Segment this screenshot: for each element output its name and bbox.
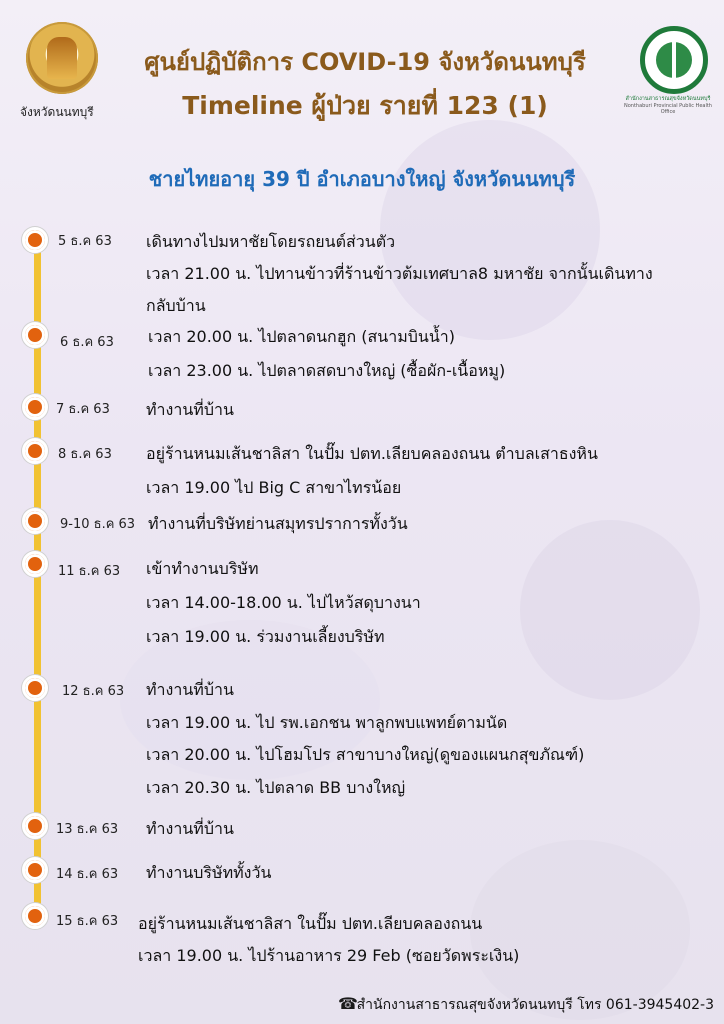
header-title-line1: ศูนย์ปฏิบัติการ COVID-19 จังหวัดนนทบุรี <box>144 48 586 76</box>
timeline-activity: เวลา 14.00-18.00 น. ไปไหว้สดุบางนา <box>146 593 421 612</box>
timeline-dot <box>22 508 48 534</box>
moph-caption: สำนักงานสาธารณสุขจังหวัดนนทบุรี <box>625 96 711 102</box>
header-title-line2: Timeline ผู้ป่วย รายที่ 123 (1) <box>182 91 548 120</box>
timeline-activity: เวลา 19.00 น. ไปร้านอาหาร 29 Feb (ซอยวัดพระเงิน) <box>138 946 520 965</box>
timeline-dot <box>22 675 48 701</box>
timeline-date: 5 ธ.ค 63 <box>58 234 112 249</box>
patient-subtitle: ชายไทยอายุ 39 ปี อำเภอบางใหญ่ จังหวัดนนทบุรี <box>148 167 576 191</box>
timeline-activity: เวลา 23.00 น. ไปตลาดสดบางใหญ่ (ซื้อผัก-เนื้อหมู) <box>148 361 506 380</box>
timeline-dot <box>22 857 48 883</box>
timeline-activity: เวลา 19.00 น. ไป รพ.เอกชน พาลูกพบแพทย์ตามนัด <box>146 713 508 732</box>
timeline-activity: ทำงานที่บริษัทย่านสมุทรปราการทั้งวัน <box>148 514 408 533</box>
timeline-dot <box>22 394 48 420</box>
timeline-dot <box>22 227 48 253</box>
timeline-activity: เวลา 20.00 น. ไปโฮมโปร สาขาบางใหญ่(ดูของแผนกสุขภัณฑ์) <box>146 745 585 764</box>
ministry-public-health-logo <box>640 26 708 94</box>
timeline-dot <box>22 813 48 839</box>
timeline-activity: เวลา 20.00 น. ไปตลาดนกฮูก (สนามบินน้ำ) <box>148 327 455 346</box>
timeline-dot <box>22 438 48 464</box>
timeline-activity: เวลา 21.00 น. ไปทานข้าวที่ร้านข้าวต้มเทศบาล8 มหาชัย จากนั้นเดินทาง <box>146 264 653 283</box>
timeline-date: 6 ธ.ค 63 <box>60 335 114 350</box>
timeline-dot <box>22 322 48 348</box>
phone-icon: ☎ <box>338 994 358 1013</box>
timeline-activity: เวลา 20.30 น. ไปตลาด BB บางใหญ่ <box>146 778 406 797</box>
timeline-date: 7 ธ.ค 63 <box>56 402 110 417</box>
timeline-date: 11 ธ.ค 63 <box>58 564 121 579</box>
timeline-date: 15 ธ.ค 63 <box>56 914 119 929</box>
timeline-date: 13 ธ.ค 63 <box>56 822 119 837</box>
timeline-activity: เวลา 19.00 น. ร่วมงานเลี้ยงบริษัท <box>146 627 385 646</box>
timeline-activity: อยู่ร้านหนมเส้นชาลิสา ในปั๊ม ปตท.เลียบคลองถนน ตำบลเสาธงหิน <box>146 444 598 463</box>
timeline-dot <box>22 551 48 577</box>
timeline-activity: อยู่ร้านหนมเส้นชาลิสา ในปั๊ม ปตท.เลียบคลองถนน <box>138 914 483 933</box>
footer-contact: สำนักงานสาธารณสุขจังหวัดนนทบุรี โทร 061-3945402-3 <box>356 997 714 1013</box>
moph-caption-en: Nonthaburi Provincial Public Health Office <box>624 103 712 115</box>
timeline-activity: ทำงานที่บ้าน <box>146 819 234 838</box>
timeline-activity: ทำงานบริษัททั้งวัน <box>146 863 272 882</box>
seal-caption: จังหวัดนนทบุรี <box>20 105 94 119</box>
timeline-activity: ทำงานที่บ้าน <box>146 400 234 419</box>
timeline-date: 12 ธ.ค 63 <box>62 684 125 699</box>
timeline-date: 14 ธ.ค 63 <box>56 867 119 882</box>
timeline-activity: เดินทางไปมหาชัยโดยรถยนต์ส่วนตัว <box>146 232 396 251</box>
timeline-dot <box>22 903 48 929</box>
timeline-activity: เข้าทำงานบริษัท <box>146 559 259 578</box>
timeline-activity: ทำงานที่บ้าน <box>146 680 234 699</box>
nonthaburi-seal-logo <box>26 22 98 94</box>
timeline-activity: เวลา 19.00 ไป Big C สาขาไทรน้อย <box>146 478 402 497</box>
timeline-activity: กลับบ้าน <box>146 296 206 315</box>
timeline-date: 8 ธ.ค 63 <box>58 447 112 462</box>
timeline-date: 9-10 ธ.ค 63 <box>60 517 136 532</box>
